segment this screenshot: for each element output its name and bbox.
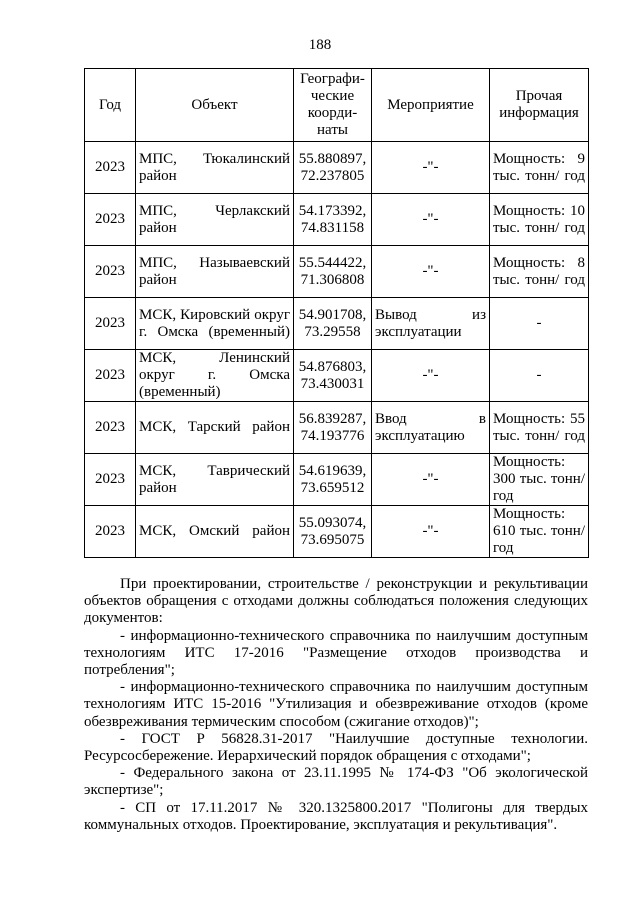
cell-info: Мощность: 10 тыс. тонн/ год: [490, 194, 589, 246]
list-item: - информационно-технического справочника по наилучшим доступным технологиям ИТС 17-2016 "Размещение отходов производства и потребления";: [84, 627, 588, 679]
coords-lon: 74.193776: [300, 427, 365, 444]
coords-lat: 54.173392,: [298, 202, 367, 219]
header-object: Объект: [136, 69, 294, 142]
cell-event: Ввод в эксплуатацию: [372, 402, 490, 454]
cell-year: 2023: [85, 506, 136, 558]
cell-coords: [294, 142, 372, 194]
cell-year: 2023: [85, 454, 136, 506]
cell-event: -"-: [372, 194, 490, 246]
cell-year: 2023: [85, 350, 136, 402]
list-item: - информационно-технического справочника по наилучшим доступным технологиям ИТС 15-2016 "Утилизация и обезвреживание отходов (кроме обезвреживания термическим способом (сжигание отходов)";: [84, 679, 588, 730]
table-row: [85, 246, 589, 298]
list-item: - СП от 17.11.2017 № 320.1325800.2017 "Полигоны для твердых коммунальных отходов. Проектирование, эксплуатация и рекультивация".: [84, 799, 588, 833]
table-row: [85, 402, 589, 454]
cell-year: 2023: [85, 194, 136, 246]
coords-lon: 73.695075: [300, 531, 365, 548]
coords-lat: 54.619639,: [298, 462, 367, 479]
cell-info: Мощность: 300 тыс. тонн/ год: [490, 454, 589, 506]
cell-event: Вывод из эксплуатации: [372, 298, 490, 350]
coords-lat: 54.901708,: [298, 306, 367, 323]
cell-coords: [294, 194, 372, 246]
cell-info: Мощность: 55 тыс. тонн/ год: [490, 402, 589, 454]
coords-lat: 54.876803,: [298, 358, 367, 375]
coords-lon: 71.306808: [300, 271, 365, 288]
cell-coords: [294, 506, 372, 558]
cell-coords: [294, 402, 372, 454]
table-row: [85, 350, 589, 402]
facilities-table: [84, 68, 589, 558]
coords-lat: 55.544422,: [298, 254, 367, 271]
cell-info: -: [490, 350, 589, 402]
cell-object: МПС, Тюкалинский район: [136, 142, 294, 194]
list-item: - ГОСТ Р 56828.31-2017 "Наилучшие доступные технологии. Ресурсосбережение. Иерархический порядок обращения с отходами";: [84, 730, 588, 765]
coords-lat: 56.839287,: [298, 410, 367, 427]
coords-lat: 55.093074,: [298, 514, 367, 531]
cell-event: -"-: [372, 142, 490, 194]
coords-lon: 74.831158: [300, 219, 365, 236]
table-row: [85, 506, 589, 558]
table-row: [85, 454, 589, 506]
cell-info: Мощность: 610 тыс. тонн/ год: [490, 506, 589, 558]
body-text: [84, 576, 588, 834]
header-event: Мероприятие: [372, 69, 490, 142]
cell-year: 2023: [85, 298, 136, 350]
cell-event: -"-: [372, 506, 490, 558]
table-row: [85, 298, 589, 350]
coords-lat: 55.880897,: [298, 150, 367, 167]
cell-year: 2023: [85, 142, 136, 194]
coords-lon: 73.430031: [300, 375, 365, 392]
cell-object: МСК, Тарский район: [136, 402, 294, 454]
cell-object: МПС, Черлакский район: [136, 194, 294, 246]
cell-object: МСК, Омский район: [136, 506, 294, 558]
cell-event: -"-: [372, 246, 490, 298]
cell-coords: [294, 298, 372, 350]
list-item: - Федерального закона от 23.11.1995 № 174-ФЗ "Об экологической экспертизе";: [84, 765, 588, 799]
cell-info: Мощность: 8 тыс. тонн/ год: [490, 246, 589, 298]
table-row: [85, 142, 589, 194]
coords-lon: 73.29558: [304, 323, 361, 340]
header-info: Прочая информация: [490, 69, 589, 142]
cell-coords: [294, 454, 372, 506]
cell-year: 2023: [85, 402, 136, 454]
cell-coords: [294, 350, 372, 402]
header-coords: Географи-ческие коорди-наты: [294, 69, 372, 142]
cell-event: -"-: [372, 454, 490, 506]
header-year: Год: [85, 69, 136, 142]
cell-info: -: [490, 298, 589, 350]
cell-object: МСК, Таврический район: [136, 454, 294, 506]
cell-info: Мощность: 9 тыс. тонн/ год: [490, 142, 589, 194]
cell-event: -"-: [372, 350, 490, 402]
coords-lon: 72.237805: [300, 167, 365, 184]
cell-object: МСК, Кировский округ г. Омска (временный): [136, 298, 294, 350]
page-number: 188: [308, 37, 332, 53]
cell-object: МПС, Называевский район: [136, 246, 294, 298]
table-header-row: [85, 69, 589, 142]
coords-lon: 73.659512: [300, 479, 365, 496]
cell-year: 2023: [85, 246, 136, 298]
table-row: [85, 194, 589, 246]
cell-coords: [294, 246, 372, 298]
cell-object: МСК, Ленинский округ г. Омска (временный): [136, 350, 294, 402]
intro-paragraph: При проектировании, строительстве / реконструкции и рекультивации объектов обращения с отходами должны соблюдаться положения следующих документов:: [84, 576, 588, 627]
